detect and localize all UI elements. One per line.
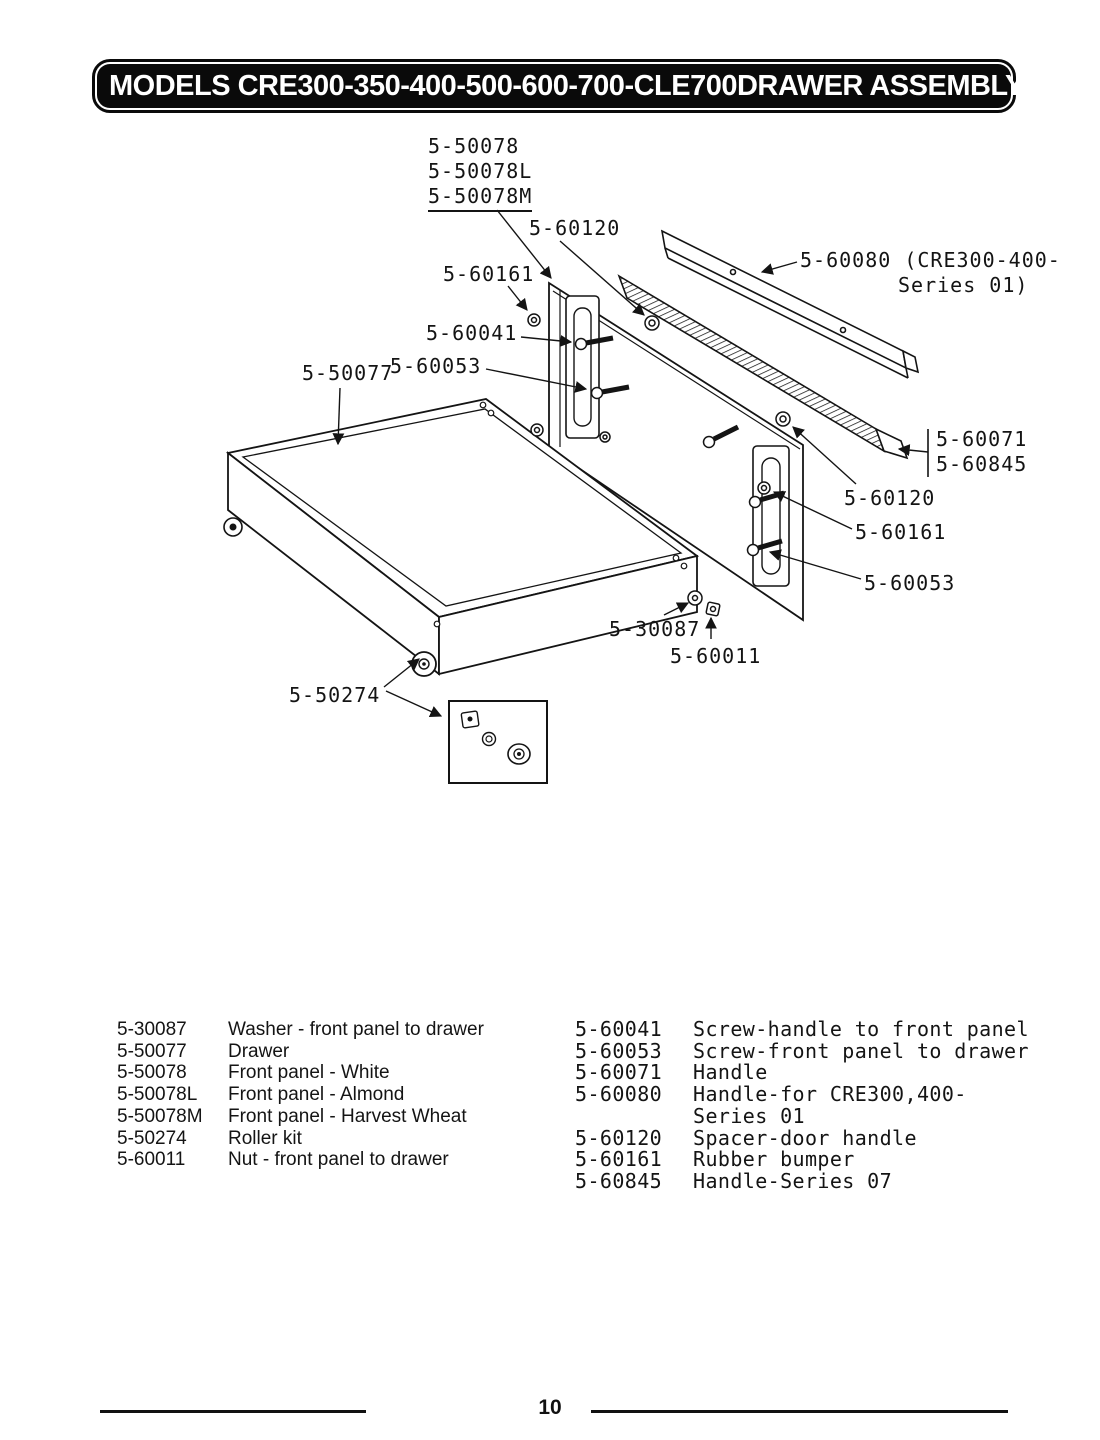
part-desc: Front panel - Harvest Wheat <box>228 1105 467 1127</box>
parts-row <box>575 1038 1029 1063</box>
part-desc: Nut - front panel to drawer <box>228 1149 449 1171</box>
part-number: 5-50274 <box>117 1127 187 1149</box>
part-number: 5-50078M <box>117 1105 203 1127</box>
part-desc: Front panel - White <box>228 1062 390 1084</box>
parts-list-right <box>575 1019 1029 1193</box>
part-number: 5-60120 <box>575 1125 663 1150</box>
part-desc: Washer - front panel to drawer <box>228 1019 484 1040</box>
part-number: 5-60161 <box>575 1147 663 1172</box>
parts-row <box>117 1128 484 1150</box>
part-desc: Handle-for CRE300,400- <box>693 1082 967 1107</box>
parts-row <box>117 1149 484 1171</box>
callout-front-panel-harvest: 5-50078M <box>428 184 532 212</box>
callout-nut: 5-60011 <box>670 644 762 668</box>
part-number: 5-60080 <box>575 1082 663 1107</box>
callout-roller-kit: 5-50274 <box>289 683 381 707</box>
footer-rule-right <box>591 1410 1008 1413</box>
part-desc: Handle <box>693 1060 768 1085</box>
part-number: 5-30087 <box>117 1019 187 1040</box>
part-number: 5-60845 <box>575 1168 663 1193</box>
callout-handle-cre300-line2: Series 01) <box>898 273 1029 297</box>
callout-handle-std: 5-60071 <box>936 427 1028 451</box>
header-models-text: MODELS CRE300-350-400-500-600-700-CLE700 <box>109 69 737 102</box>
callout-washer: 5-30087 <box>609 617 701 641</box>
callout-screw-handle: 5-60041 <box>426 321 518 345</box>
parts-row <box>117 1019 484 1041</box>
parts-row <box>575 1125 1029 1150</box>
callout-front-panel <box>428 134 532 212</box>
part-number: 5-60053 <box>575 1038 663 1063</box>
callout-spacer-right: 5-60120 <box>844 486 936 510</box>
parts-row <box>575 1168 1029 1193</box>
part-desc: Handle-Series 07 <box>693 1168 893 1193</box>
parts-row <box>575 1062 1029 1084</box>
part-number: 5-60011 <box>117 1149 186 1171</box>
part-number: 5-60071 <box>575 1060 663 1085</box>
part-number: 5-60041 <box>575 1017 663 1041</box>
callout-handle-series <box>936 427 1027 477</box>
part-number: 5-50078 <box>117 1062 187 1084</box>
part-desc: Roller kit <box>228 1127 302 1149</box>
part-number: 5-50077 <box>117 1040 187 1062</box>
parts-row <box>575 1149 1029 1171</box>
page-number: 10 <box>538 1396 562 1419</box>
callout-bumper-left: 5-60161 <box>443 262 535 286</box>
callout-handle-series07: 5-60845 <box>936 452 1028 476</box>
part-desc: Drawer <box>228 1040 290 1062</box>
parts-row <box>575 1084 1029 1127</box>
parts-row <box>575 1019 1029 1041</box>
parts-row <box>117 1084 484 1106</box>
callout-handle-cre300-line1: 5-60080 (CRE300-400- <box>800 248 1061 272</box>
part-desc: Spacer-door handle <box>693 1125 917 1150</box>
parts-row <box>117 1062 484 1084</box>
part-desc: Rubber bumper <box>693 1147 855 1172</box>
parts-list-left <box>117 1019 484 1171</box>
callout-front-panel-almond: 5-50078L <box>428 159 533 183</box>
callout-handle-cre300 <box>800 248 1061 298</box>
callout-bumper-right: 5-60161 <box>855 520 947 544</box>
part-desc: Front panel - Almond <box>228 1084 405 1106</box>
parts-row <box>117 1106 484 1128</box>
callout-front-panel-white: 5-50078 <box>428 134 520 158</box>
parts-row <box>117 1041 484 1063</box>
part-number: 5-50078L <box>117 1084 198 1106</box>
callout-drawer: 5-50077 <box>302 361 394 385</box>
callout-spacer-top: 5-60120 <box>529 216 621 240</box>
footer-rule-left <box>100 1410 366 1413</box>
part-desc: Screw-handle to front panel <box>693 1017 1029 1041</box>
roller-kit-inset <box>449 701 547 783</box>
part-desc: Screw-front panel to drawer <box>693 1038 1029 1063</box>
callout-screw-front-right: 5-60053 <box>864 571 956 595</box>
header-title-text: DRAWER ASSEMBLY <box>736 69 1024 102</box>
callout-screw-front-left: 5-60053 <box>390 354 482 378</box>
part-desc-line2: Series 01 <box>693 1103 805 1128</box>
